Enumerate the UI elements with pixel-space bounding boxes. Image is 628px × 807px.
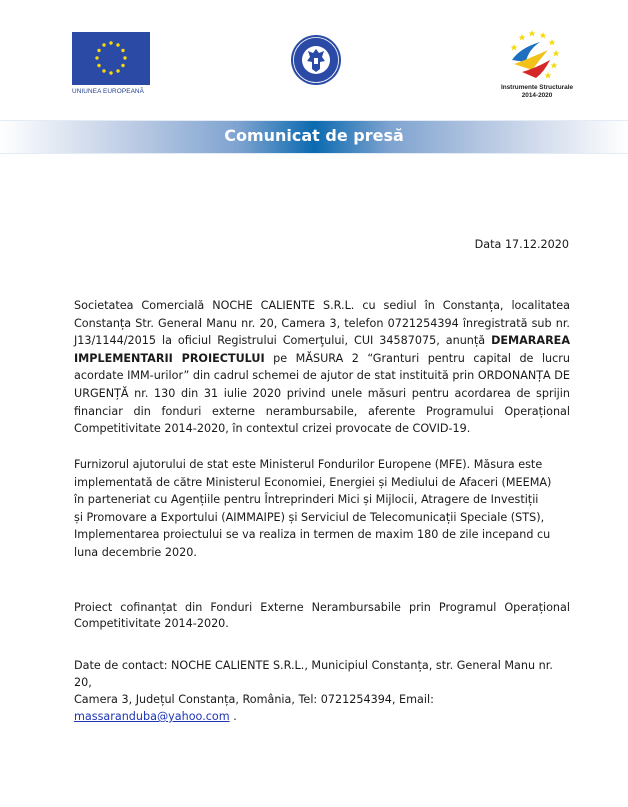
announcement-text-part2: pe MĂSURA 2 “Granturi pentru capital de lucru acordate IMM-urilor” din cadrul schemei de ajutor de stat instituită prin ORDONANȚA DE URGENȚĂ nr. 130 din 31 iulie 2020 privind unele măsuri pentru acordarea de sprijin financiar din fonduri externe nerambursabile, aferente Programului Operațional Competitivitate 2014-2020, în contextul crizei provocate de COVID-19. bbox=[74, 351, 570, 436]
eu-flag-icon bbox=[72, 32, 150, 85]
announcement-highlight: DEMARAREA IMPLEMENTARII PROIECTULUI bbox=[74, 334, 570, 365]
funding-line: luna decembrie 2020. bbox=[74, 545, 197, 559]
announcement-paragraph bbox=[74, 297, 570, 438]
funding-line: implementată de către Ministerul Economiei, Energiei și Mediului de Afaceri (MEEMA) bbox=[74, 475, 552, 489]
eu-logo bbox=[72, 32, 150, 95]
banner-title: Comunicat de presă bbox=[224, 126, 404, 145]
funding-line: în parteneriat cu Agențiile pentru Întreprinderi Mici și Mijlocii, Atragere de Investiții bbox=[74, 493, 539, 507]
contact-line2 bbox=[74, 691, 570, 725]
is-caption-line1: Instrumente Structurale bbox=[500, 84, 574, 91]
contact-line2-prefix: Camera 3, Județul Constanța, România, Tel: 0721254394, Email: bbox=[74, 693, 434, 706]
funding-line: Furnizorul ajutorului de stat este Ministerul Fondurilor Europene (MFE). Măsura este bbox=[74, 458, 543, 471]
contact-line2-suffix: . bbox=[229, 710, 237, 723]
cofinancing-note: Proiect cofinanțat din Fonduri Externe Nerambursabile prin Programul Operațional Competitivitate 2014-2020. bbox=[74, 601, 570, 630]
press-release-banner bbox=[0, 120, 628, 154]
funding-line: și Promovare a Exportului (AIMMAIPE) și Serviciul de Telecomunicații Speciale (STS), bbox=[74, 510, 545, 524]
is-caption-line2: 2014-2020 bbox=[521, 92, 553, 99]
instrumente-structurale-logo bbox=[492, 26, 582, 100]
email-link[interactable]: massaranduba@yahoo.com bbox=[74, 710, 230, 723]
eu-caption: UNIUNEA EUROPEANĂ bbox=[72, 88, 145, 95]
announcement-text-part1: Societatea Comercială NOCHE CALIENTE S.R.L. cu sediul în Constanța, localitatea Constanța Str. General Manu nr. 20, Camera 3, telefon 0721254394 înregistrată sub nr. J13/1144/2015 la oficiul Registrului Comerţului, CUI 34587075, anunță bbox=[74, 299, 570, 348]
guvernul-romaniei-seal-icon bbox=[290, 34, 342, 86]
instrumente-structurale-icon bbox=[492, 26, 582, 84]
funding-details-paragraph bbox=[74, 456, 570, 562]
contact-line1: Date de contact: NOCHE CALIENTE S.R.L., Municipiul Constanța, str. General Manu nr. 20, bbox=[74, 659, 553, 689]
funding-line: Implementarea proiectului se va realiza in termen de maxim 180 de zile incepand cu bbox=[74, 528, 551, 542]
contact-details bbox=[74, 657, 570, 725]
release-date: Data 17.12.2020 bbox=[474, 238, 569, 251]
